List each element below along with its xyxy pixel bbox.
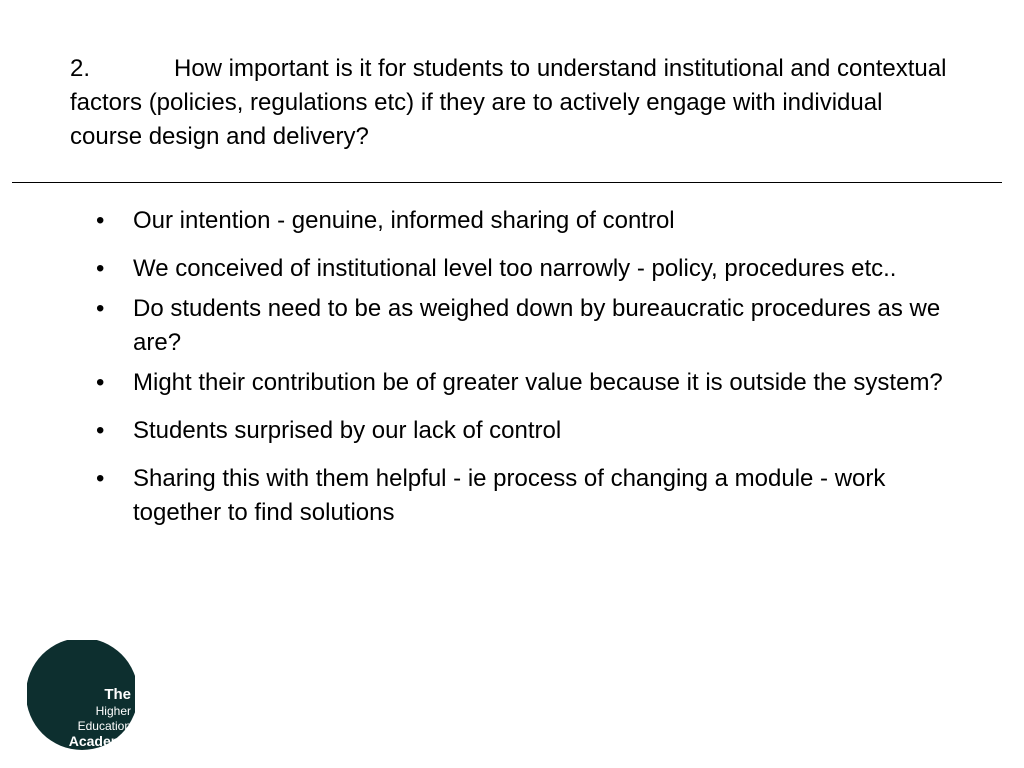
bullet-dot-icon: • bbox=[96, 255, 105, 282]
question-number: 2. bbox=[70, 55, 91, 82]
bullet-text: Sharing this with them helpful - ie process of changing a module - work together to find solutions bbox=[133, 465, 886, 526]
logo-text-line2: Higher bbox=[95, 704, 131, 718]
logo-text-line4: Academy bbox=[68, 733, 131, 749]
bullet-dot-icon: • bbox=[96, 207, 105, 234]
bullet-item bbox=[90, 292, 950, 360]
bullet-dot-icon: • bbox=[96, 465, 105, 492]
slide-question-heading bbox=[70, 52, 950, 154]
bullet-text: Our intention - genuine, informed sharing of control bbox=[133, 207, 675, 234]
higher-education-academy-logo bbox=[27, 640, 135, 750]
logo-text-line1: The bbox=[104, 686, 131, 703]
bullet-dot-icon: • bbox=[96, 369, 105, 396]
bullet-item bbox=[90, 252, 950, 286]
bullet-item bbox=[90, 414, 950, 448]
bullet-text: Might their contribution be of greater value because it is outside the system? bbox=[133, 369, 943, 396]
bullet-list bbox=[90, 204, 950, 530]
logo-text-line3: Education bbox=[77, 719, 131, 733]
bullet-item bbox=[90, 204, 950, 238]
divider-line bbox=[12, 182, 1002, 183]
question-text: How important is it for students to understand institutional and contextual factors (policies, regulations etc) if they are to actively engage with individual course design and delivery? bbox=[70, 55, 947, 150]
bullet-dot-icon: • bbox=[96, 295, 105, 322]
bullet-item bbox=[90, 366, 950, 400]
bullet-text: Do students need to be as weighed down by bureaucratic procedures as we are? bbox=[133, 295, 941, 356]
bullet-item bbox=[90, 462, 950, 530]
bullet-dot-icon: • bbox=[96, 417, 105, 444]
bullet-text: Students surprised by our lack of control bbox=[133, 417, 562, 444]
bullet-text: We conceived of institutional level too narrowly - policy, procedures etc.. bbox=[133, 255, 897, 282]
